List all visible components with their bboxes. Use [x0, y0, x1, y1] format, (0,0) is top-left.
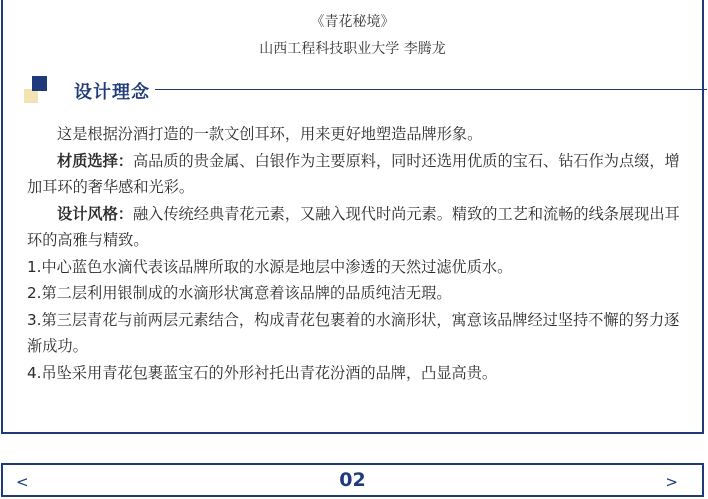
heading-divider	[155, 89, 707, 90]
point-item: 4.吊坠采用青花包裹蓝宝石的外形衬托出青花汾酒的品牌，凸显高贵。	[27, 363, 498, 382]
point-item: 2.第二层利用银制成的水滴形状寓意着该品牌的品质纯洁无瑕。	[27, 284, 452, 302]
content-card	[1, 0, 704, 434]
next-page-button[interactable]: >	[665, 473, 678, 491]
author-line: 山西工程科技职业大学 李腾龙	[259, 41, 446, 57]
page-number: 02	[339, 469, 366, 491]
style-text: 融入传统经典青花元素，又融入现代时尚元素。精致的工艺和流畅的线条展现出耳环的高雅与精致。	[27, 204, 680, 249]
body-text	[27, 121, 691, 386]
material-label: 材质选择：	[57, 151, 133, 170]
section-heading: 设计理念	[74, 82, 150, 103]
point-item: 3.第三层青花与前两层元素结合，构成青花包裹着的水滴形状，寓意该品牌经过坚持不懈的努力逐渐成功。	[27, 310, 680, 355]
style-paragraph	[27, 201, 691, 254]
material-paragraph	[27, 148, 691, 201]
point-item: 1.中心蓝色水滴代表该品牌所取的水源是地层中渗透的天然过滤优质水。	[27, 257, 513, 276]
material-text: 高品质的贵金属、白银作为主要原料，同时还选用优质的宝石、钻石作为点缀，增加耳环的奢华感和光彩。	[27, 151, 680, 196]
pagination-bar	[1, 463, 704, 497]
decorative-navy-square	[32, 76, 47, 91]
work-title: 《青花秘境》	[310, 14, 395, 30]
intro-paragraph: 这是根据汾酒打造的一款文创耳环，用来更好地塑造品牌形象。	[57, 125, 483, 143]
decorative-cream-square	[24, 89, 38, 103]
previous-page-button[interactable]: <	[16, 473, 29, 491]
style-label: 设计风格：	[57, 204, 133, 223]
